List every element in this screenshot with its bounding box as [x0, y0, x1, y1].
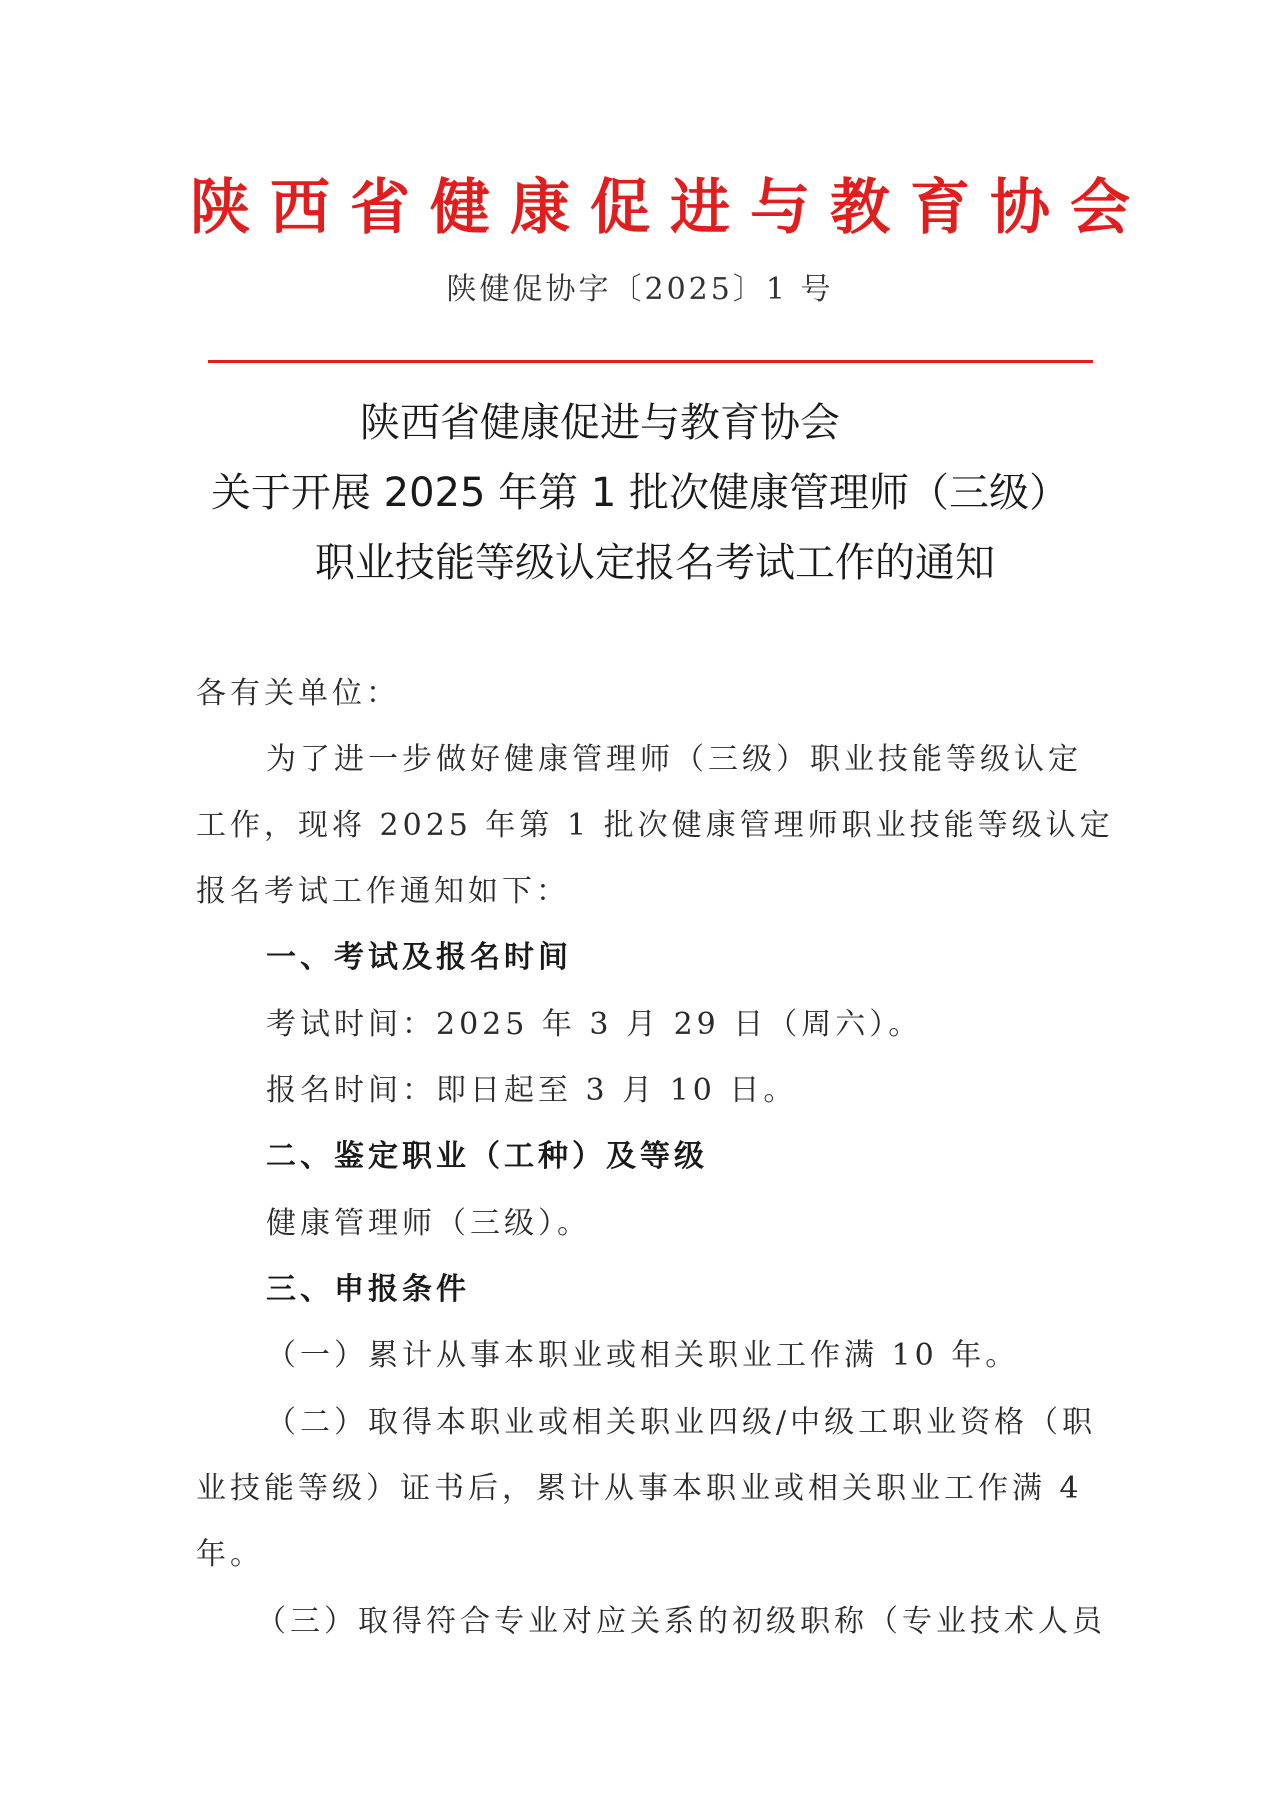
section-1-heading: 一、考试及报名时间	[266, 940, 572, 975]
condition-item-2-line-2: 业技能等级）证书后，累计从事本职业或相关职业工作满 4	[196, 1471, 1083, 1506]
title-line-3: 职业技能等级认定报名考试工作的通知	[315, 540, 995, 586]
intro-line-2: 工作，现将 2025 年第 1 批次健康管理师职业技能等级认定	[196, 808, 1114, 843]
signup-time: 报名时间：即日起至 3 月 10 日。	[266, 1073, 798, 1108]
salutation: 各有关单位：	[196, 676, 400, 711]
org-header: 陕西省健康促进与教育协会	[190, 173, 1150, 243]
condition-item-2-line-1: （二）取得本职业或相关职业四级/中级工职业资格（职	[266, 1405, 1097, 1440]
red-divider	[208, 360, 1093, 363]
title-line-1: 陕西省健康促进与教育协会	[360, 400, 840, 446]
condition-item-3: （三）取得符合专业对应关系的初级职称（专业技术人员	[256, 1604, 1106, 1639]
section-2-heading: 二、鉴定职业（工种）及等级	[266, 1139, 708, 1174]
title-line-2: 关于开展 2025 年第 1 批次健康管理师（三级）	[210, 470, 1070, 516]
section-3-heading: 三、申报条件	[266, 1272, 470, 1307]
condition-item-1: （一）累计从事本职业或相关职业工作满 10 年。	[266, 1338, 1020, 1373]
exam-time: 考试时间：2025 年 3 月 29 日（周六）。	[266, 1007, 923, 1042]
intro-line-1: 为了进一步做好健康管理师（三级）职业技能等级认定	[266, 742, 1082, 777]
section-2-content: 健康管理师（三级）。	[266, 1206, 591, 1241]
doc-number: 陕健促协字〔2025〕1 号	[446, 272, 834, 307]
condition-item-2-line-3: 年。	[196, 1537, 264, 1572]
intro-line-3: 报名考试工作通知如下：	[196, 874, 570, 909]
